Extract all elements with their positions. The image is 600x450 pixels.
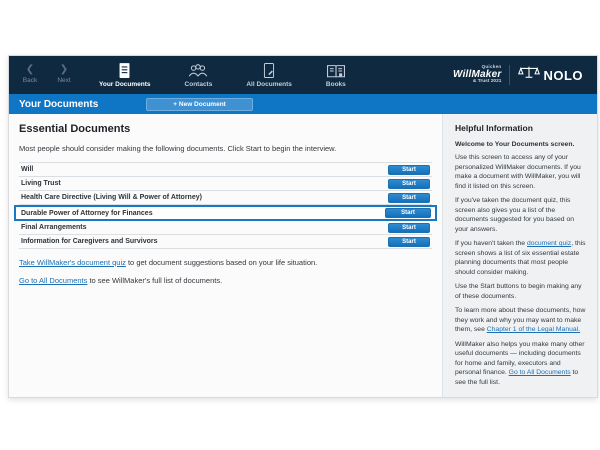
sidebar-paragraph-5 xyxy=(455,306,588,335)
sidebar-paragraph-2: If you've taken the document quiz, this screen also gives you a list of the documents suggested for you based on your answers. xyxy=(455,197,575,233)
page-title: Your Documents xyxy=(19,98,99,110)
quiz-suggestion-line xyxy=(19,258,432,267)
sidebar-p6-text: WillMaker also helps you make many other useful documents — including documents for home and family, executors and personal finance. xyxy=(455,340,585,377)
document-row-will xyxy=(19,163,432,177)
back-button-label: Back xyxy=(22,77,38,84)
toolbar-item-contacts[interactable] xyxy=(173,56,225,94)
document-label: Information for Caregivers and Survivors xyxy=(21,238,158,245)
people-icon xyxy=(187,63,209,79)
main-panel xyxy=(9,114,442,397)
sidebar-document-quiz-link[interactable]: document quiz xyxy=(526,240,572,248)
sidebar-p3-text-after: , this screen shows a list of six essential estate planning documents that most people should consider making. xyxy=(455,240,586,276)
document-list xyxy=(19,162,432,249)
sidebar-all-documents-link[interactable]: Go to All Documents xyxy=(508,369,571,377)
sidebar-heading: Helpful Information xyxy=(455,123,533,133)
toolbar-item-label: Books xyxy=(325,80,346,88)
subheader-bar xyxy=(9,94,597,114)
content-area xyxy=(9,114,597,397)
top-toolbar xyxy=(9,56,597,94)
start-button-health-care-directive[interactable]: Start xyxy=(388,193,430,203)
document-label: Final Arrangements xyxy=(21,224,87,231)
document-edit-icon xyxy=(262,62,276,79)
document-icon xyxy=(117,62,132,79)
document-label: Will xyxy=(21,166,34,173)
start-button-living-trust[interactable]: Start xyxy=(388,179,430,189)
trust-2021-wordmark: & Trust 2021 xyxy=(472,78,502,84)
sidebar-p5-text: To learn more about these documents, how they work and why you may want to make them, see xyxy=(455,307,586,334)
scales-of-justice-icon xyxy=(518,65,540,85)
sidebar-welcome: Welcome to Your Documents screen. xyxy=(455,141,575,148)
toolbar-item-all-documents[interactable] xyxy=(234,56,304,94)
toolbar-item-label: Contacts xyxy=(184,80,213,88)
start-button-final-arrangements[interactable]: Start xyxy=(388,223,430,233)
nolo-logo xyxy=(518,65,583,85)
quiz-suggestion-text: to get document suggestions based on your life situation. xyxy=(125,258,318,267)
toolbar-item-label: All Documents xyxy=(246,81,292,88)
all-documents-line xyxy=(19,276,432,285)
back-button[interactable] xyxy=(17,56,43,94)
sidebar-p6-text-after: to see the full list. xyxy=(455,369,579,386)
next-button-label: Next xyxy=(57,77,71,84)
willmaker-logo xyxy=(453,65,501,84)
sidebar-paragraph-4: Use the Start buttons to begin making any of these documents. xyxy=(455,283,582,300)
document-row-living-trust xyxy=(19,177,432,191)
start-button-will[interactable]: Start xyxy=(388,165,430,175)
document-label: Durable Power of Attorney for Finances xyxy=(21,209,153,217)
document-quiz-link[interactable]: Take WillMaker's document quiz xyxy=(19,258,126,267)
document-label: Living Trust xyxy=(21,180,61,187)
document-row-health-care-directive xyxy=(19,191,432,205)
chevron-right-icon: ❯ xyxy=(59,64,69,75)
document-row-durable-power-of-attorney xyxy=(14,205,437,221)
logo-divider xyxy=(509,65,510,85)
toolbar-item-books[interactable] xyxy=(314,56,358,94)
sidebar-paragraph-6 xyxy=(455,340,588,388)
quicken-wordmark: Quicken xyxy=(481,64,502,70)
go-to-all-documents-link[interactable]: Go to All Documents xyxy=(19,276,88,285)
chevron-left-icon: ❮ xyxy=(25,64,35,75)
helpful-information-sidebar xyxy=(442,114,597,397)
document-row-caregivers-survivors xyxy=(19,235,432,249)
toolbar-item-label: Your Documents xyxy=(99,81,151,88)
document-label: Health Care Directive (Living Will & Power of Attorney) xyxy=(21,194,202,201)
section-heading: Essential Documents xyxy=(19,123,131,135)
toolbar-spacer xyxy=(358,56,453,94)
open-book-icon xyxy=(326,63,346,79)
toolbar-item-your-documents[interactable] xyxy=(87,56,163,94)
start-button-durable-power-of-attorney[interactable]: Start xyxy=(385,208,431,218)
brand-logos xyxy=(453,56,597,94)
document-row-final-arrangements xyxy=(19,221,432,235)
willmaker-wordmark: WillMaker xyxy=(453,68,502,80)
next-button[interactable] xyxy=(51,56,77,94)
legal-manual-chapter-link[interactable]: Chapter 1 of the Legal Manual. xyxy=(486,326,581,334)
intro-text: Most people should consider making the following documents. Click Start to begin the interview. xyxy=(19,144,337,153)
nolo-wordmark: NOLO xyxy=(543,67,583,83)
sidebar-p3-text: If you haven't taken the xyxy=(455,240,527,248)
willmaker-app-window xyxy=(8,55,598,398)
start-button-caregivers-survivors[interactable]: Start xyxy=(388,237,430,247)
all-documents-text: to see WillMaker's full list of documents. xyxy=(87,276,223,285)
sidebar-paragraph-3 xyxy=(455,239,588,277)
sidebar-paragraph-1: Use this screen to access any of your personalized WillMaker documents. If you make a document with WillMaker, you will find it listed on this screen. xyxy=(455,154,581,190)
new-document-button[interactable]: + New Document xyxy=(146,98,253,111)
